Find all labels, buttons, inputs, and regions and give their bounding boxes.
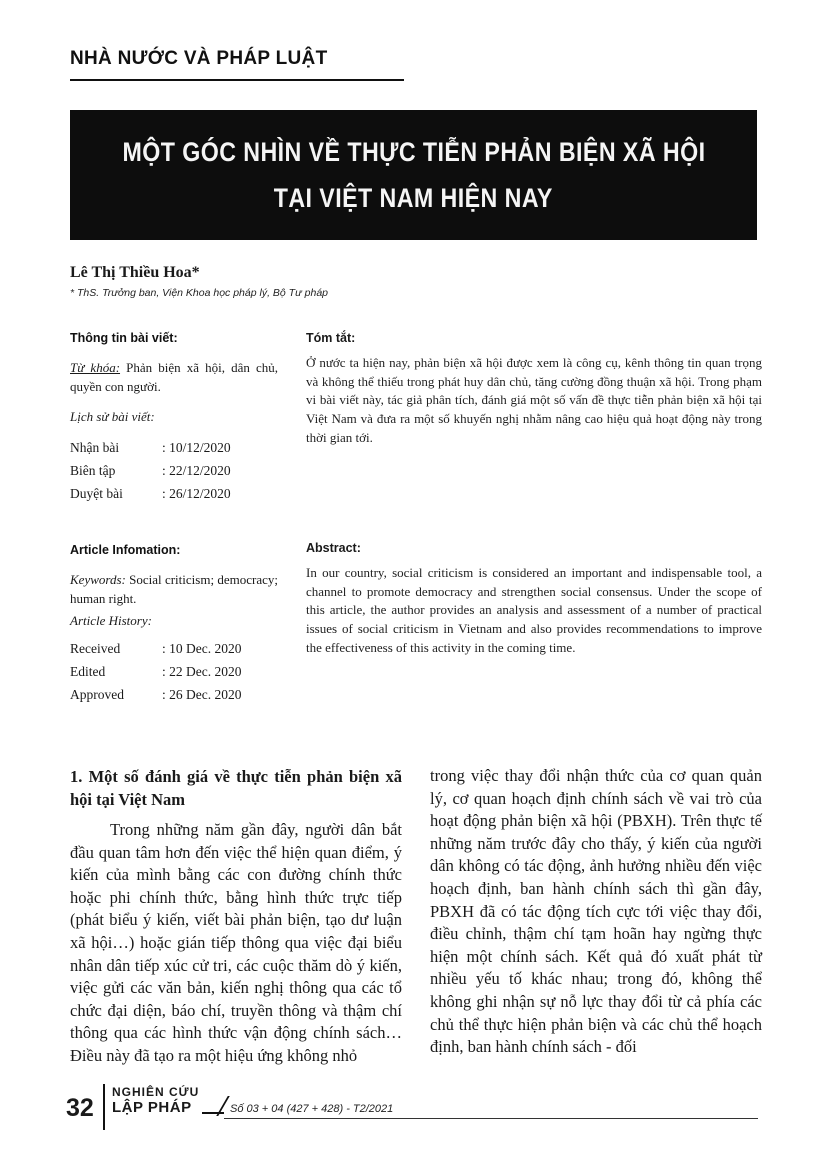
issue-info: Số 03 + 04 (427 + 428) - T2/2021 bbox=[230, 1103, 394, 1115]
keywords-text-vn: Phản biện xã hội, dân chủ, quyền con người. bbox=[70, 360, 278, 394]
history-row: Duyệt bài : 26/12/2020 bbox=[70, 486, 231, 501]
author-affiliation: * ThS. Trưởng ban, Viện Khoa học pháp lý, Bộ Tư pháp bbox=[70, 287, 329, 299]
journal-name-line2: LẬP PHÁP bbox=[112, 1099, 192, 1116]
section-rule bbox=[70, 79, 404, 81]
keywords-label-vn: Từ khóa: bbox=[70, 360, 121, 375]
history-label-en: Article History: bbox=[70, 613, 152, 628]
article-info-vn bbox=[70, 331, 278, 505]
footer-underline bbox=[202, 1112, 224, 1114]
history-row: Approved : 26 Dec. 2020 bbox=[70, 687, 242, 702]
info-heading-vn: Thông tin bài viết: bbox=[70, 331, 178, 345]
footer-rule bbox=[224, 1118, 758, 1119]
abstract-heading-en: Abstract: bbox=[306, 541, 361, 555]
history-row: Received : 10 Dec. 2020 bbox=[70, 641, 242, 656]
title-line-1: MỘT GÓC NHÌN VỀ THỰC TIỄN PHẢN BIỆN XÃ HỘI bbox=[121, 137, 706, 167]
footer-divider bbox=[103, 1084, 105, 1130]
body-paragraph: trong việc thay đổi nhận thức của cơ quan quản lý, cơ quan hoạch định chính sách về vai trò của hoạt động phản biện xã hội (PBXH). Trên thực tế những năm trước đây cho thấy, ý kiến của người dân không có tác động, ảnh hưởng nhiều đến việc hoạch định, ban hành chính sách thì gần đây, PBXH đã có tác động tích cực tới việc thay đổi, điều chỉnh, thậm chí tạm hoãn hay ngừng thực hiện một chính sách. Kết quả đó xuất phát từ nhiều yếu tố khác nhau; trong đó, không thể không ghi nhận sự nỗ lực thay đổi từ cả phía các chủ thể thực hiện phản biện và các chủ thể hoạch định, ban hành chính sách - đối bbox=[430, 766, 762, 1057]
title-line-2: TẠI VIỆT NAM HIỆN NAY bbox=[273, 183, 554, 213]
article-info-en bbox=[70, 543, 278, 706]
history-row: Edited : 22 Dec. 2020 bbox=[70, 664, 242, 679]
abstract-text-en: In our country, social criticism is considered an important and indispensable tool, a channel to promote democracy and strengthen social consensus. Under the scope of this article, the author provides an analysis and assessment of a number of practical issues of social criticism in Vietnam and also provides recommendations to improve the effectiveness of this activity in the coming time. bbox=[306, 565, 762, 655]
history-row: Nhận bài : 10/12/2020 bbox=[70, 440, 231, 455]
keywords-label-en: Keywords: bbox=[70, 572, 126, 587]
section-label: NHÀ NƯỚC VÀ PHÁP LUẬT bbox=[70, 48, 328, 69]
history-row: Biên tập : 22/12/2020 bbox=[70, 463, 231, 478]
body-column-right bbox=[430, 765, 762, 1059]
body-paragraph: Trong những năm gần đây, người dân bắt đầu quan tâm hơn đến việc thể hiện quan điểm, ý kiến của mình bằng các con đường chính thức hoặc phi chính thức, bằng hình thức trực tiếp (phát biểu ý kiến, viết bài phản biện, tạo dư luận xã hội…) hoặc gián tiếp thông qua việc đại biểu nhân dân tiếp xúc cử tri, các cuộc thăm dò ý kiến, việc gửi các văn bản, kiến nghị thông qua các tổ chức đại diện, báo chí, truyền thông và thậm chí thông qua các hình thức vận động chính sách… Điều này đã tạo ra một hiệu ứng không nhỏ bbox=[70, 820, 402, 1065]
info-heading-en: Article Infomation: bbox=[70, 543, 181, 557]
body-column-left bbox=[70, 765, 402, 1068]
history-list-vn bbox=[70, 436, 278, 505]
title-banner bbox=[70, 110, 757, 240]
journal-name-line1: NGHIÊN CỨU bbox=[112, 1085, 200, 1099]
history-list-en bbox=[70, 637, 278, 706]
keywords-vn bbox=[70, 358, 278, 396]
page-number: 32 bbox=[66, 1094, 94, 1122]
section-heading: 1. Một số đánh giá về thực tiễn phản biện xã hội tại Việt Nam bbox=[70, 767, 402, 809]
abstract-en bbox=[306, 541, 762, 658]
abstract-heading-vn: Tóm tắt: bbox=[306, 331, 356, 345]
keywords-text-en: Social criticism; democracy; human right. bbox=[70, 572, 278, 606]
history-label-vn: Lịch sử bài viết: bbox=[70, 409, 155, 424]
abstract-text-vn: Ở nước ta hiện nay, phản biện xã hội được xem là công cụ, kênh thông tin quan trọng và không thể thiếu trong phát huy dân chủ, tăng cường đồng thuận xã hội. Trong phạm vi bài viết này, tác giả phân tích, đánh giá một số vấn đề thực tiễn phản biện xã hội tại Việt Nam và đưa ra một số khuyến nghị nhằm nâng cao hiệu quả hoạt động này trong thời gian tới. bbox=[306, 355, 762, 445]
abstract-vn bbox=[306, 331, 762, 448]
author-name: Lê Thị Thiều Hoa* bbox=[70, 264, 200, 281]
keywords-en bbox=[70, 570, 278, 608]
